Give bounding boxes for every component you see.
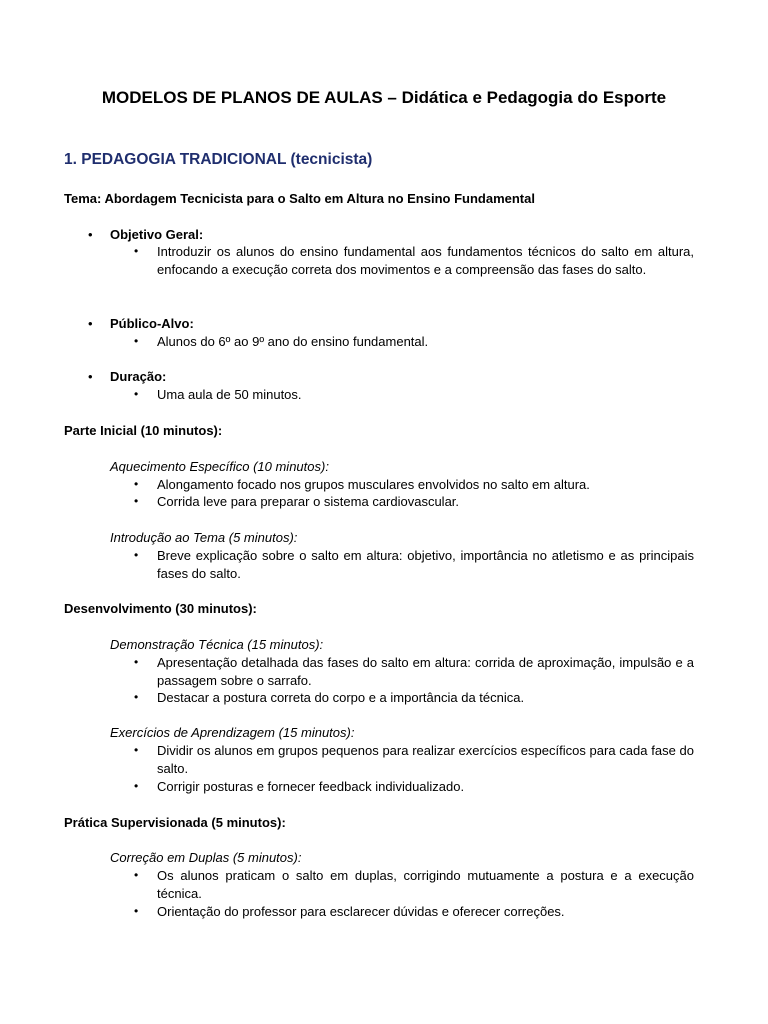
bullet-correcao-1: • — [134, 868, 139, 882]
demonstracao-item-1: Apresentação detalhada das fases do salto em altura: corrida de aproximação, impulsão e a passagem sobre o sarrafo. — [157, 655, 694, 688]
parte-inicial-heading: Parte Inicial (10 minutos): — [64, 423, 223, 438]
bullet-aquecimento-1: • — [134, 477, 139, 491]
aquecimento-label: Aquecimento Específico (10 minutos): — [110, 459, 329, 474]
introducao-label: Introdução ao Tema (5 minutos): — [110, 530, 298, 545]
exercicios-item-2: Corrigir posturas e fornecer feedback individualizado. — [157, 779, 465, 794]
bullet-correcao-2: • — [134, 904, 139, 918]
correcao-item-2: Orientação do professor para esclarecer dúvidas e oferecer correções. — [157, 904, 565, 919]
bullet-demonstracao-1: • — [134, 655, 139, 669]
publico-label: Público-Alvo: — [110, 316, 194, 331]
aquecimento-item-2: Corrida leve para preparar o sistema cardiovascular. — [157, 494, 460, 509]
bullet-aquecimento-2: • — [134, 494, 139, 508]
demonstracao-item-2: Destacar a postura correta do corpo e a importância da técnica. — [157, 690, 525, 705]
section-heading: 1. PEDAGOGIA TRADICIONAL (tecnicista) — [64, 151, 373, 168]
bullet-objetivo-item: • — [134, 244, 139, 258]
document-title: MODELOS DE PLANOS DE AULAS – Didática e Pedagogia do Esporte — [101, 88, 667, 107]
pratica-heading: Prática Supervisionada (5 minutos): — [64, 815, 286, 830]
bullet-exercicios-2: • — [134, 779, 139, 793]
bullet-objetivo: • — [88, 227, 93, 242]
duracao-item: Uma aula de 50 minutos. — [157, 387, 302, 402]
introducao-item: Breve explicação sobre o salto em altura: objetivo, importância no atletismo e as principais fases do salto. — [157, 548, 694, 581]
desenvolvimento-heading: Desenvolvimento (30 minutos): — [64, 601, 257, 616]
correcao-item-1: Os alunos praticam o salto em duplas, corrigindo mutuamente a postura e a execução técnica. — [157, 868, 694, 901]
demonstracao-label: Demonstração Técnica (15 minutos): — [110, 637, 324, 652]
exercicios-item-1: Dividir os alunos em grupos pequenos para realizar exercícios específicos para cada fase do salto. — [157, 743, 694, 776]
aquecimento-item-1: Alongamento focado nos grupos musculares envolvidos no salto em altura. — [157, 477, 590, 492]
objetivo-item: Introduzir os alunos do ensino fundamental aos fundamentos técnicos do salto em altura, enfocando a execução correta dos movimentos e a compreensão das fases do salto. — [157, 244, 694, 277]
bullet-demonstracao-2: • — [134, 690, 139, 704]
tema-line: Tema: Abordagem Tecnicista para o Salto em Altura no Ensino Fundamental — [64, 191, 535, 206]
publico-item: Alunos do 6º ao 9º ano do ensino fundamental. — [157, 334, 429, 349]
objetivo-label: Objetivo Geral: — [110, 227, 204, 242]
exercicios-label: Exercícios de Aprendizagem (15 minutos): — [110, 725, 355, 740]
bullet-exercicios-1: • — [134, 743, 139, 757]
bullet-duracao: • — [88, 369, 93, 384]
bullet-introducao: • — [134, 548, 139, 562]
bullet-publico: • — [88, 316, 93, 331]
bullet-publico-item: • — [134, 334, 139, 348]
duracao-label: Duração: — [110, 369, 167, 384]
correcao-label: Correção em Duplas (5 minutos): — [110, 850, 302, 865]
bullet-duracao-item: • — [134, 387, 139, 401]
